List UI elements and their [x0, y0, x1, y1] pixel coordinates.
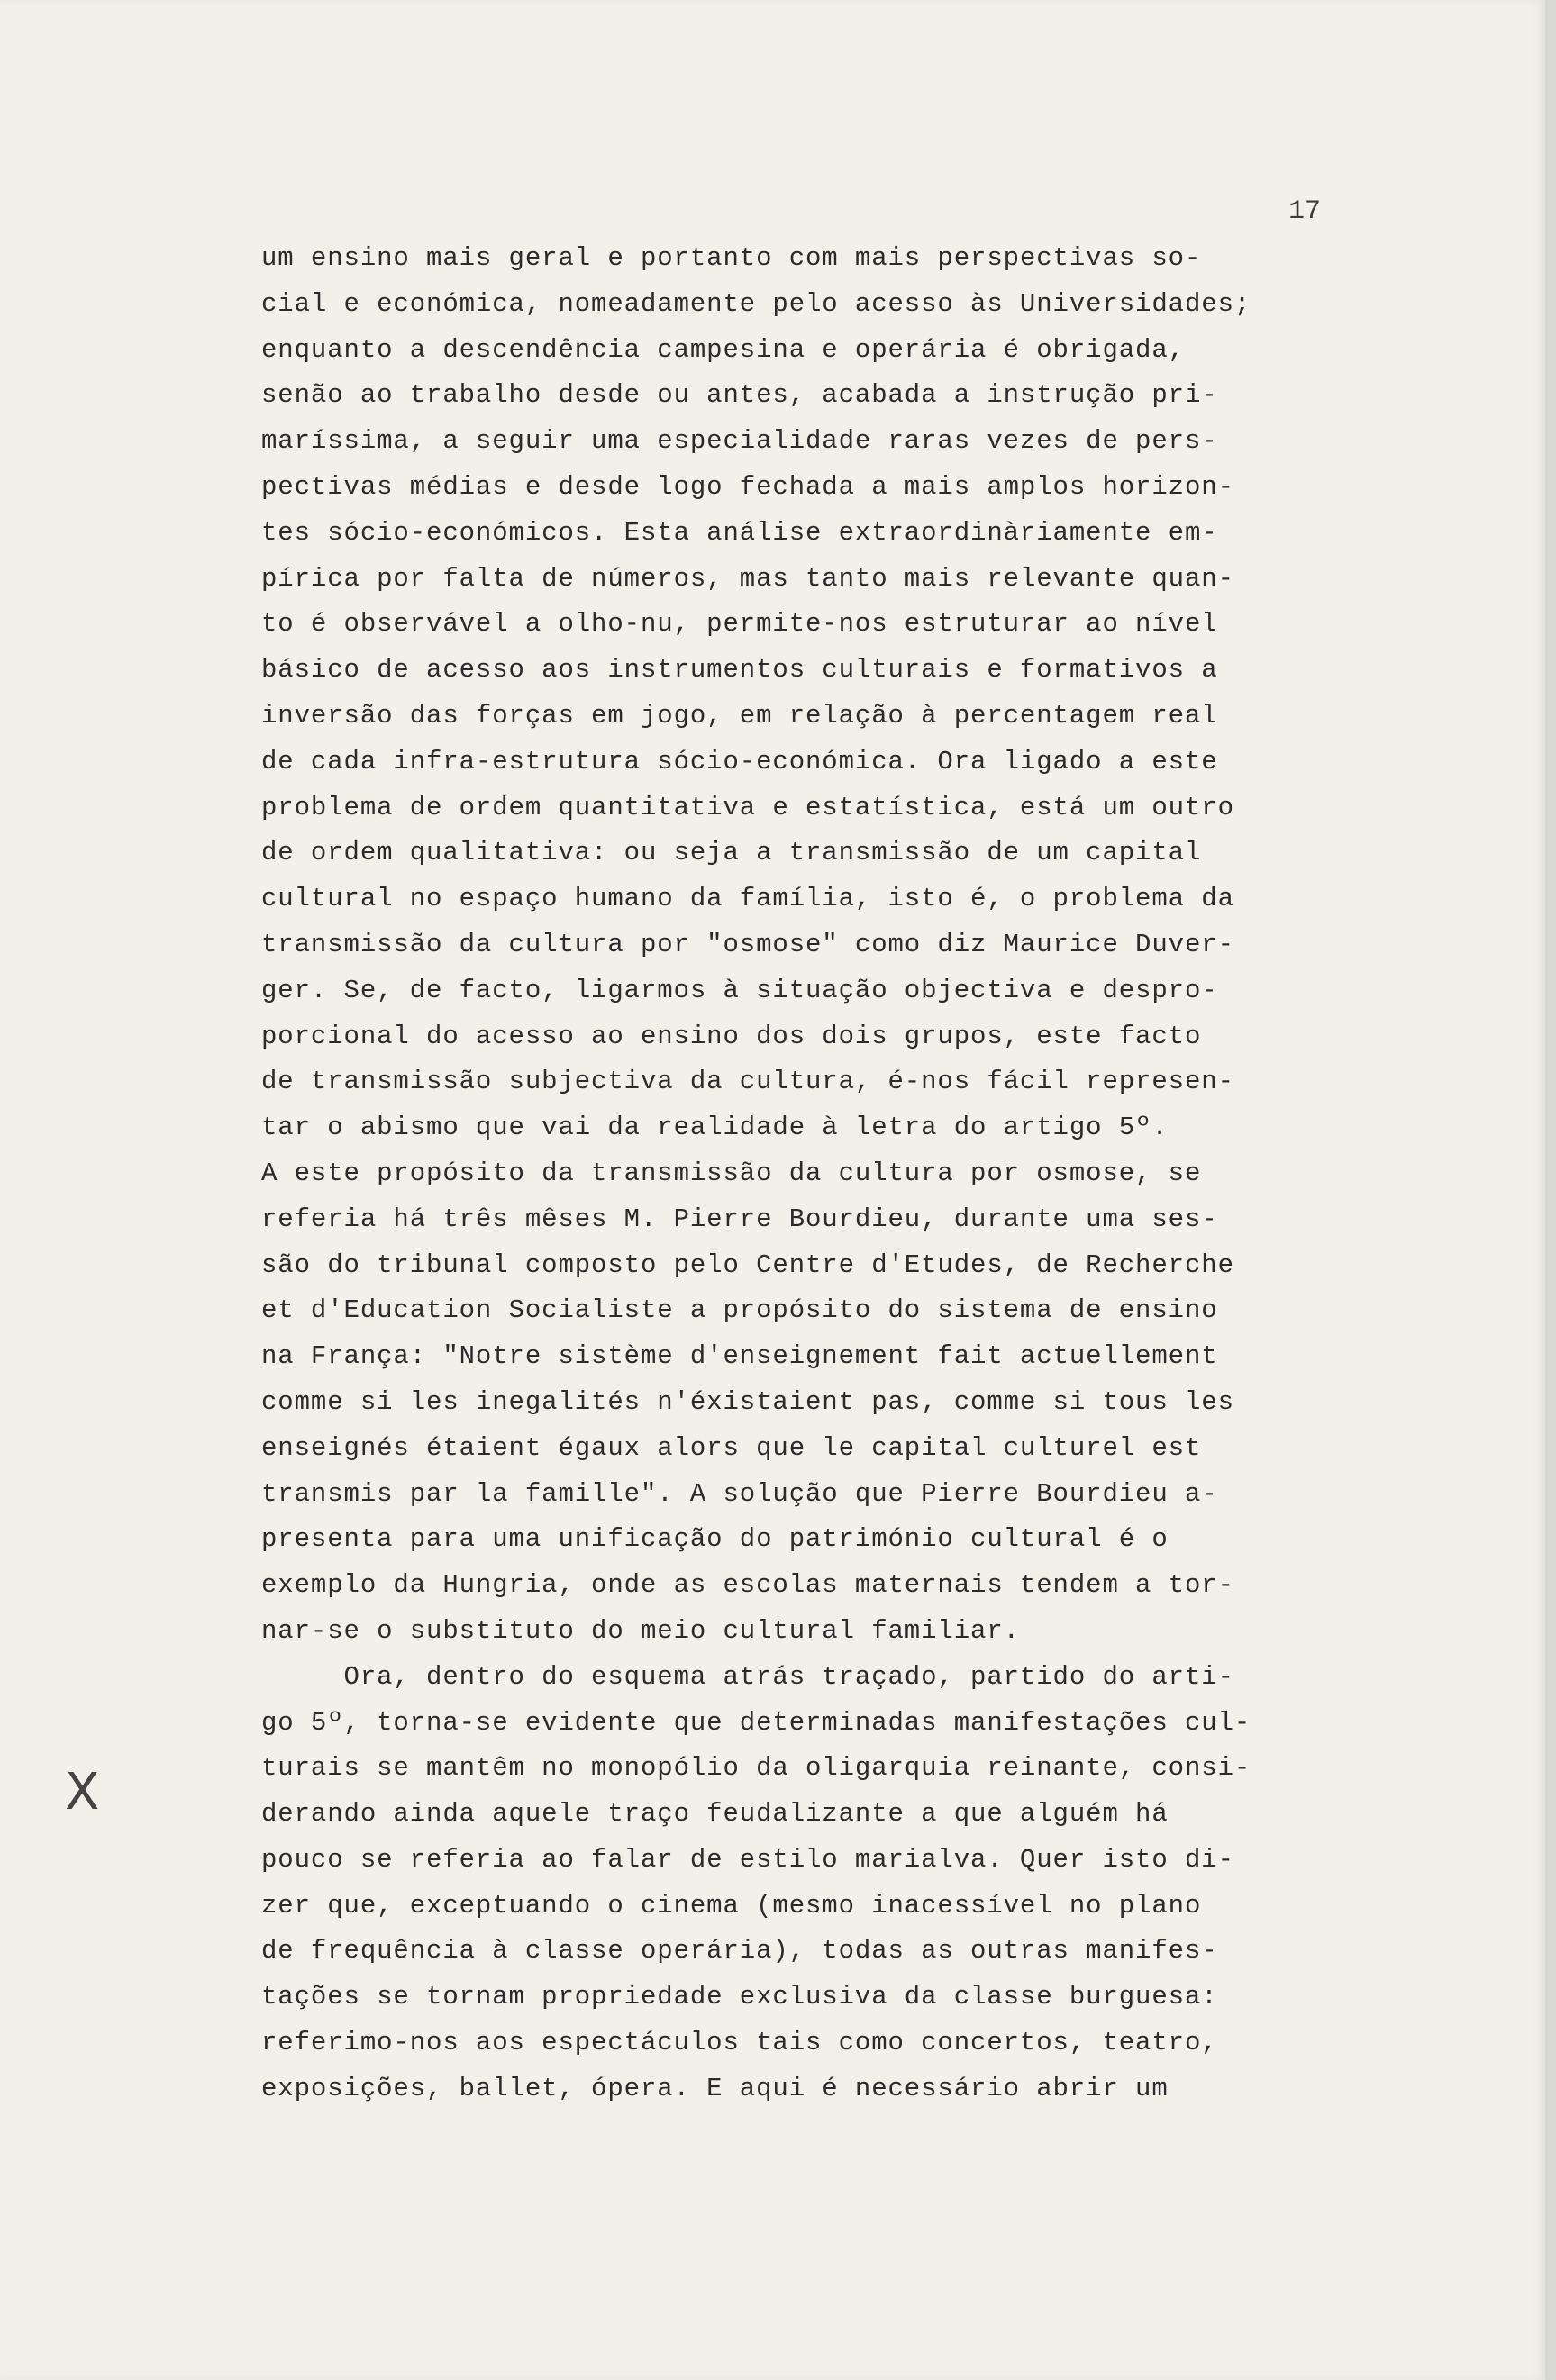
- text-line: tar o abismo que vai da realidade à letra do artigo 5º.: [261, 1113, 1169, 1143]
- text-line: de ordem qualitativa: ou seja a transmissão de um capital: [261, 838, 1202, 868]
- text-line: tações se tornam propriedade exclusiva da classe burguesa:: [261, 1982, 1218, 2012]
- text-line: nar-se o substituto do meio cultural familiar.: [261, 1615, 1020, 1646]
- text-line: comme si les inegalités n'éxistaient pas, comme si tous les: [261, 1386, 1234, 1417]
- text-line: cultural no espaço humano da família, isto é, o problema da: [261, 884, 1234, 914]
- text-line: tes sócio-económicos. Esta análise extraordinàriamente em-: [261, 517, 1218, 548]
- text-line: cial e económica, nomeadamente pelo acesso às Universidades;: [261, 288, 1251, 319]
- text-line: A este propósito da transmissão da cultura por osmose, se: [261, 1158, 1202, 1188]
- text-line: Ora, dentro do esquema atrás traçado, partido do arti-: [261, 1661, 1234, 1692]
- text-line: problema de ordem quantitativa e estatística, está um outro: [261, 792, 1234, 822]
- text-line: turais se mantêm no monopólio da oligarquia reinante, consi-: [261, 1753, 1251, 1784]
- text-line: inversão das forças em jogo, em relação à percentagem real: [261, 700, 1218, 731]
- text-line: um ensino mais geral e portanto com mais perspectivas so-: [261, 243, 1202, 273]
- text-line: go 5º, torna-se evidente que determinadas manifestações cul-: [261, 1707, 1251, 1738]
- text-line: de cada infra-estrutura sócio-económica. Ora ligado a este: [261, 746, 1218, 777]
- text-line: enquanto a descendência campesina e operária é obrigada,: [261, 334, 1185, 365]
- page-number: 17: [1288, 196, 1322, 227]
- text-line: exemplo da Hungria, onde as escolas maternais tendem a tor-: [261, 1570, 1234, 1601]
- text-line: presenta para uma unificação do património cultural é o: [261, 1524, 1169, 1555]
- text-line: referimo-nos aos espectáculos tais como concertos, teatro,: [261, 2028, 1218, 2058]
- text-line: et d'Education Socialiste a propósito do sistema de ensino: [261, 1295, 1218, 1326]
- text-line: transmis par la famille". A solução que Pierre Bourdieu a-: [261, 1478, 1218, 1509]
- text-line: básico de acesso aos instrumentos culturais e formativos a: [261, 655, 1218, 686]
- text-line: zer que, exceptuando o cinema (mesmo inacessível no plano: [261, 1890, 1202, 1921]
- text-line: porcional do acesso ao ensino dos dois grupos, este facto: [261, 1021, 1202, 1051]
- text-line: to é observável a olho-nu, permite-nos estruturar ao nível: [261, 609, 1218, 640]
- text-line: de frequência à classe operária), todas as outras manifes-: [261, 1936, 1218, 1967]
- text-line: ger. Se, de facto, ligarmos à situação objectiva e despro-: [261, 975, 1218, 1005]
- text-line: maríssima, a seguir uma especialidade raras vezes de pers-: [261, 426, 1218, 457]
- text-line: de transmissão subjectiva da cultura, é-nos fácil represen-: [261, 1067, 1234, 1097]
- text-line: são do tribunal composto pelo Centre d'Etudes, de Recherche: [261, 1249, 1234, 1280]
- text-line: exposições, ballet, ópera. E aqui é necessário abrir um: [261, 2073, 1169, 2103]
- handwritten-margin-mark: X: [65, 1763, 100, 1821]
- text-line: pouco se referia ao falar de estilo marialva. Quer isto di-: [261, 1844, 1234, 1875]
- text-line: senão ao trabalho desde ou antes, acabada a instrução pri-: [261, 380, 1218, 411]
- text-line: pírica por falta de números, mas tanto mais relevante quan-: [261, 563, 1234, 594]
- body-text: [261, 236, 1369, 2112]
- text-line: derando ainda aquele traço feudalizante a que alguém há: [261, 1799, 1169, 1830]
- text-line: enseignés étaient égaux alors que le capital culturel est: [261, 1432, 1202, 1463]
- text-line: pectivas médias e desde logo fechada a mais amplos horizon-: [261, 471, 1234, 502]
- text-line: transmissão da cultura por "osmose" como diz Maurice Duver-: [261, 929, 1234, 959]
- text-line: referia há três mêses M. Pierre Bourdieu, durante uma ses-: [261, 1204, 1218, 1234]
- text-line: na França: "Notre sistème d'enseignement fait actuellement: [261, 1341, 1218, 1372]
